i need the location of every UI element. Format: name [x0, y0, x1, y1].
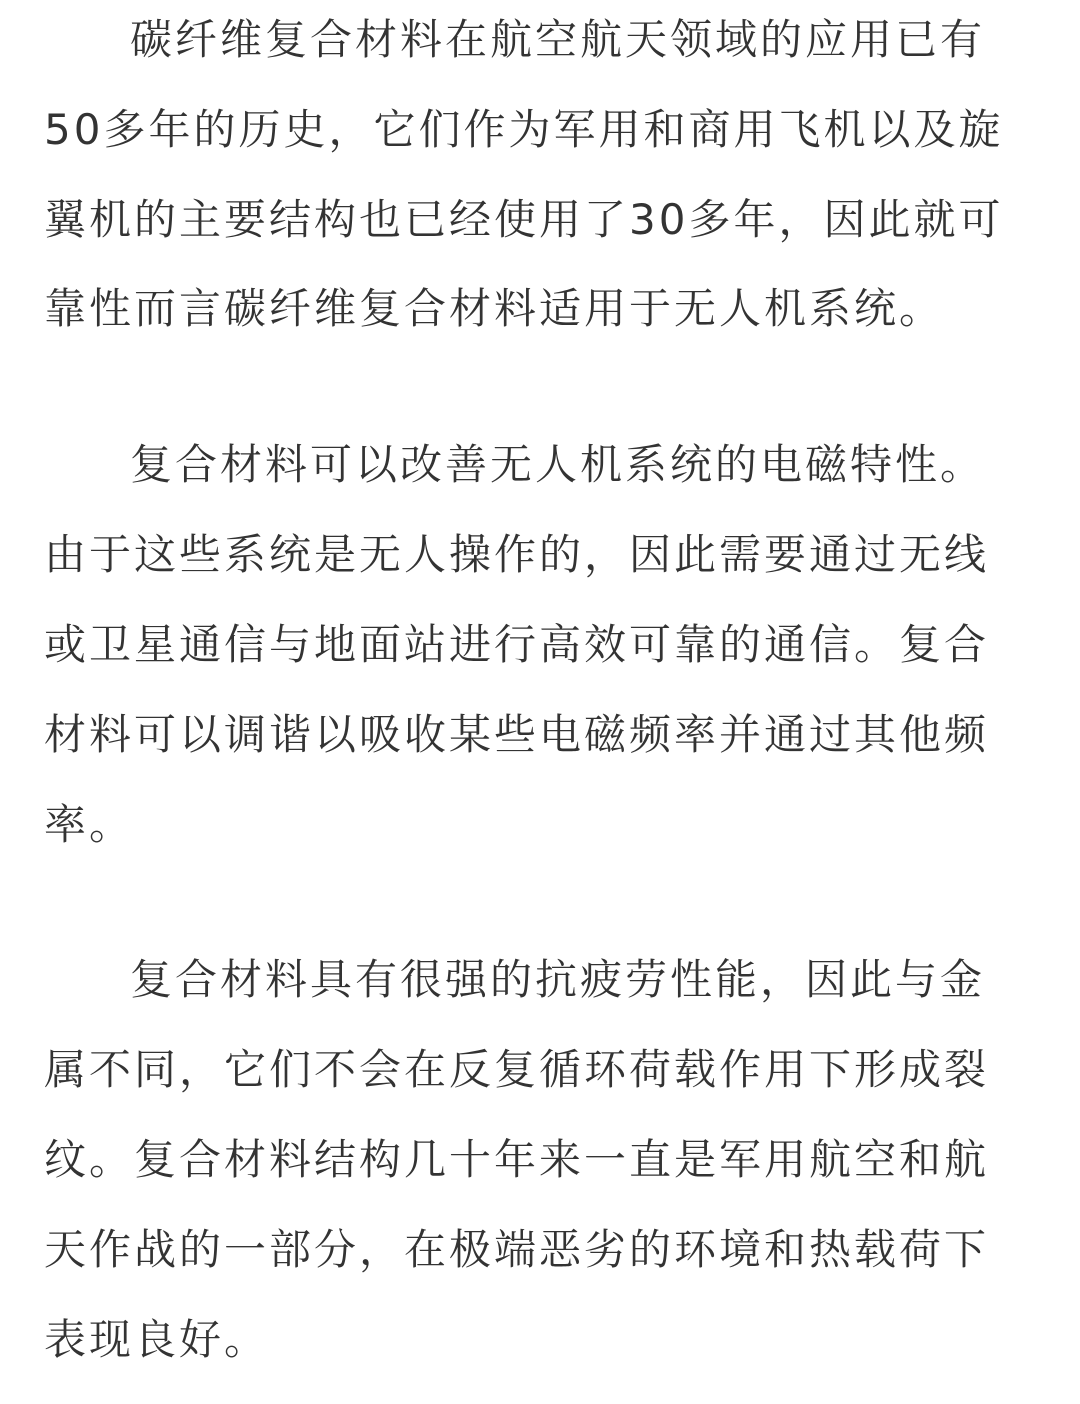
paragraph-line: 属不同，它们不会在反复循环荷载作用下形成裂	[44, 1045, 990, 1094]
paragraph-line: 或卫星通信与地面站进行高效可靠的通信。复合	[44, 620, 990, 669]
paragraph-line: 50多年的历史，它们作为军用和商用飞机以及旋	[44, 105, 1004, 154]
paragraph-line: 天作战的一部分，在极端恶劣的环境和热载荷下	[44, 1225, 990, 1274]
paragraph-line: 靠性而言碳纤维复合材料适用于无人机系统。	[44, 284, 945, 333]
paragraph-line: 纹。复合材料结构几十年来一直是军用航空和航	[44, 1135, 990, 1184]
paragraph-line: 复合材料具有很强的抗疲劳性能，因此与金	[130, 955, 986, 1004]
paragraph-line: 率。	[44, 800, 135, 849]
paragraph-line: 表现良好。	[44, 1315, 270, 1364]
paragraph-line: 材料可以调谐以吸收某些电磁频率并通过其他频	[44, 710, 990, 759]
paragraph-line: 由于这些系统是无人操作的，因此需要通过无线	[44, 530, 990, 579]
paragraph-line: 翼机的主要结构也已经使用了30多年，因此就可	[44, 195, 1004, 244]
paragraph-line: 复合材料可以改善无人机系统的电磁特性。	[130, 440, 986, 489]
paragraph-line: 碳纤维复合材料在航空航天领域的应用已有	[130, 15, 986, 64]
